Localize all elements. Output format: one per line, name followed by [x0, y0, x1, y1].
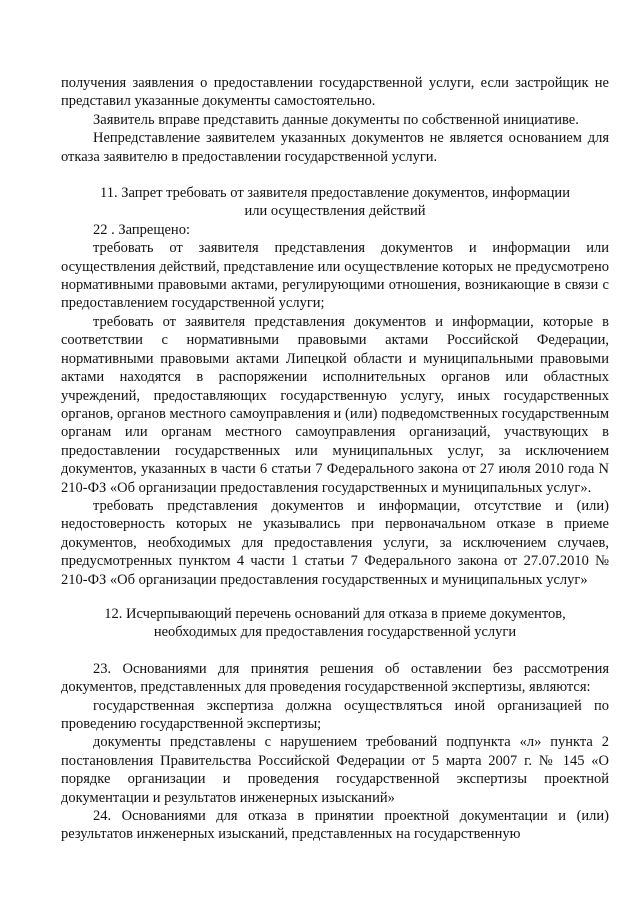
spacer [61, 642, 609, 660]
item-22-b: требовать от заявителя представления документов и информации, которые в соответствии с нормативными правовыми актами Российской Федерации, нормативными правовыми актами Липецкой области и муниципальными правовыми актами находятся в распоряжении исполнительных органов или областных учреждений, предоставляющих государственную услугу, иных государственных органов, органов местного самоуправления и (или) подведомственных государственным органам или органам местного самоуправления организаций, участвующих в предоставлении государственных или муниципальных услуг, за исключением документов, указанных в части 6 статьи 7 Федерального закона от 27 июля 2010 года N 210-ФЗ «Об организации предоставления государственных и муниципальных услуг». [61, 313, 609, 496]
section-12-heading-line2: необходимых для предоставления государственной услуги [153, 624, 517, 641]
item-22-a: требовать от заявителя представления документов и информации или осуществления действий, представление или осуществление которых не предусмотрено нормативными правовыми актами, регулирующими отношения, возникающие в связи с предоставлением государственной услуги; [61, 240, 609, 312]
item-23-a: государственная экспертиза должна осуществляться иной организацией по проведению государственной экспертизы; [61, 697, 609, 732]
item-22-title: 22 . Запрещено: [93, 221, 190, 238]
section-12-heading-line1: 12. Исчерпывающий перечень оснований для отказа в приеме документов, [104, 605, 566, 622]
paragraph-right-to-submit: Заявитель вправе представить данные документы по собственной инициативе. [93, 111, 579, 128]
item-24: 24. Основаниями для отказа в принятии проектной документации и (или) результатов инженерных изысканий, представленных на государственную [61, 808, 609, 843]
item-23-b: документы представлены с нарушением требований подпункта «л» пункта 2 постановления Правительства Российской Федерации от 5 марта 2007 г. № 145 «О порядке организации и проведения государственной экспертизы проектной документации и результатов инженерных изысканий» [61, 734, 609, 806]
spacer [61, 166, 609, 184]
document-page [61, 74, 609, 844]
item-22-c: требовать представления документов и информации, отсутствие и (или) недостоверность которых не указывались при первоначальном отказе в приеме документов, необходимых для предоставления услуги, за исключением случаев, предусмотренных пунктом 4 части 1 статьи 7 Федерального закона от 27.07.2010 № 210-ФЗ «Об организации предоставления государственных и муниципальных услуг» [61, 497, 609, 588]
section-11-heading-line2: или осуществления действий [244, 203, 426, 220]
section-11-heading-line1: 11. Запрет требовать от заявителя предоставление документов, информации [100, 185, 570, 202]
paragraph-intro-continuation: получения заявления о предоставлении государственной услуги, если застройщик не представил указанные документы самостоятельно. [61, 75, 609, 110]
item-23: 23. Основаниями для принятия решения об оставлении без рассмотрения документов, представленных для проведения государственной экспертизы, являются: [61, 660, 609, 696]
spacer [61, 589, 609, 605]
paragraph-not-grounds: Непредставление заявителем указанных документов не является основанием для отказа заявителю в предоставлении государственной услуги. [61, 130, 609, 165]
